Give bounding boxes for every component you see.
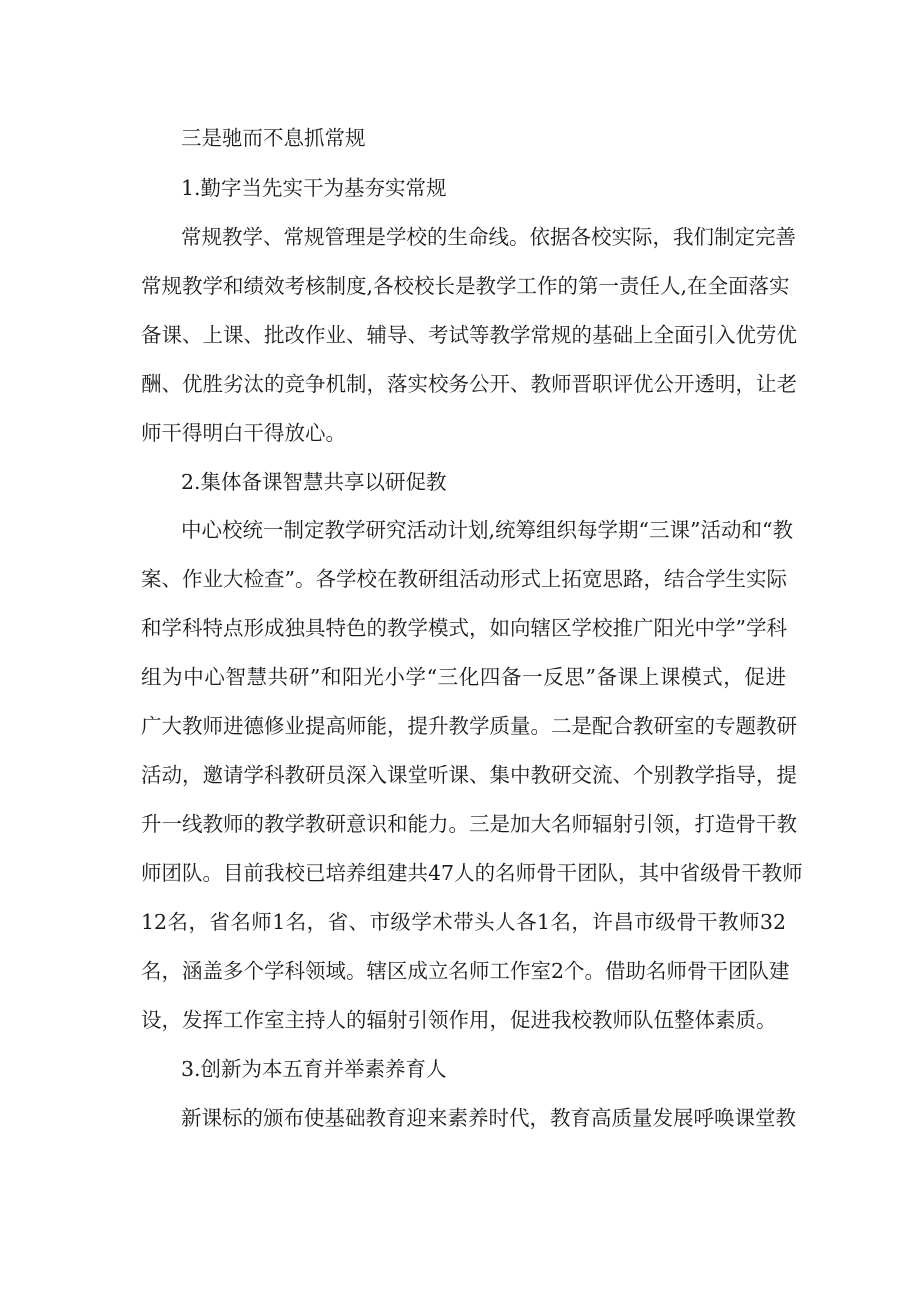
paragraph-line: 酬、优胜劣汰的竞争机制，落实校务公开、教师晋职评优公开透明，让老	[141, 372, 797, 396]
paragraph-line: 师团队。目前我校已培养组建共47人的名师骨干团队，其中省级骨干教师	[141, 861, 803, 885]
subsection-title: 1.勤字当先实干为基夯实常规	[181, 176, 447, 200]
paragraph-line: 名，涵盖多个学科领域。辖区成立名师工作室2个。借助名师骨干团队建	[141, 959, 790, 983]
paragraph-line: 新课标的颁布使基础教育迎来素养时代，教育高质量发展呼唤课堂教	[181, 1106, 796, 1130]
paragraph-line: 案、作业大检查”。各学校在教研组活动形式上拓宽思路，结合学生实际	[141, 567, 787, 591]
paragraph-line: 中心校统一制定教学研究活动计划,统筹组织每学期“三课”活动和“教	[181, 518, 793, 542]
paragraph-line: 常规教学和绩效考核制度,各校校长是教学工作的第一责任人,在全面落实	[141, 274, 790, 298]
paragraph-line: 升一线教师的教学教研意识和能力。三是加大名师辐射引领，打造骨干教	[141, 812, 797, 836]
paragraph-line: 广大教师进德修业提高师能，提升教学质量。二是配合教研室的专题教研	[141, 714, 797, 738]
paragraph-line: 师干得明白干得放心。	[141, 421, 346, 445]
paragraph-line: 备课、上课、批改作业、辅导、考试等教学常规的基础上全面引入优劳优	[141, 323, 797, 347]
subsection-title: 2.集体备课智慧共享以研促教	[181, 470, 447, 494]
paragraph-line: 活动，邀请学科教研员深入课堂听课、集中教研交流、个别教学指导，提	[141, 763, 797, 787]
paragraph-line: 12名，省名师1名，省、市级学术带头人各1名，许昌市级骨干教师32	[141, 910, 786, 934]
section-heading: 三是驰而不息抓常规	[181, 126, 366, 150]
paragraph-line: 常规教学、常规管理是学校的生命线。依据各校实际，我们制定完善	[181, 225, 796, 249]
paragraph-line: 设，发挥工作室主持人的辐射引领作用，促进我校教师队伍整体素质。	[141, 1008, 777, 1032]
subsection-title: 3.创新为本五育并举素养育人	[181, 1057, 447, 1081]
paragraph-line: 组为中心智慧共研”和阳光小学“三化四备一反思”备课上课模式，促进	[141, 665, 786, 689]
paragraph-line: 和学科特点形成独具特色的教学模式，如向辖区学校推广阳光中学”学科	[141, 616, 787, 640]
